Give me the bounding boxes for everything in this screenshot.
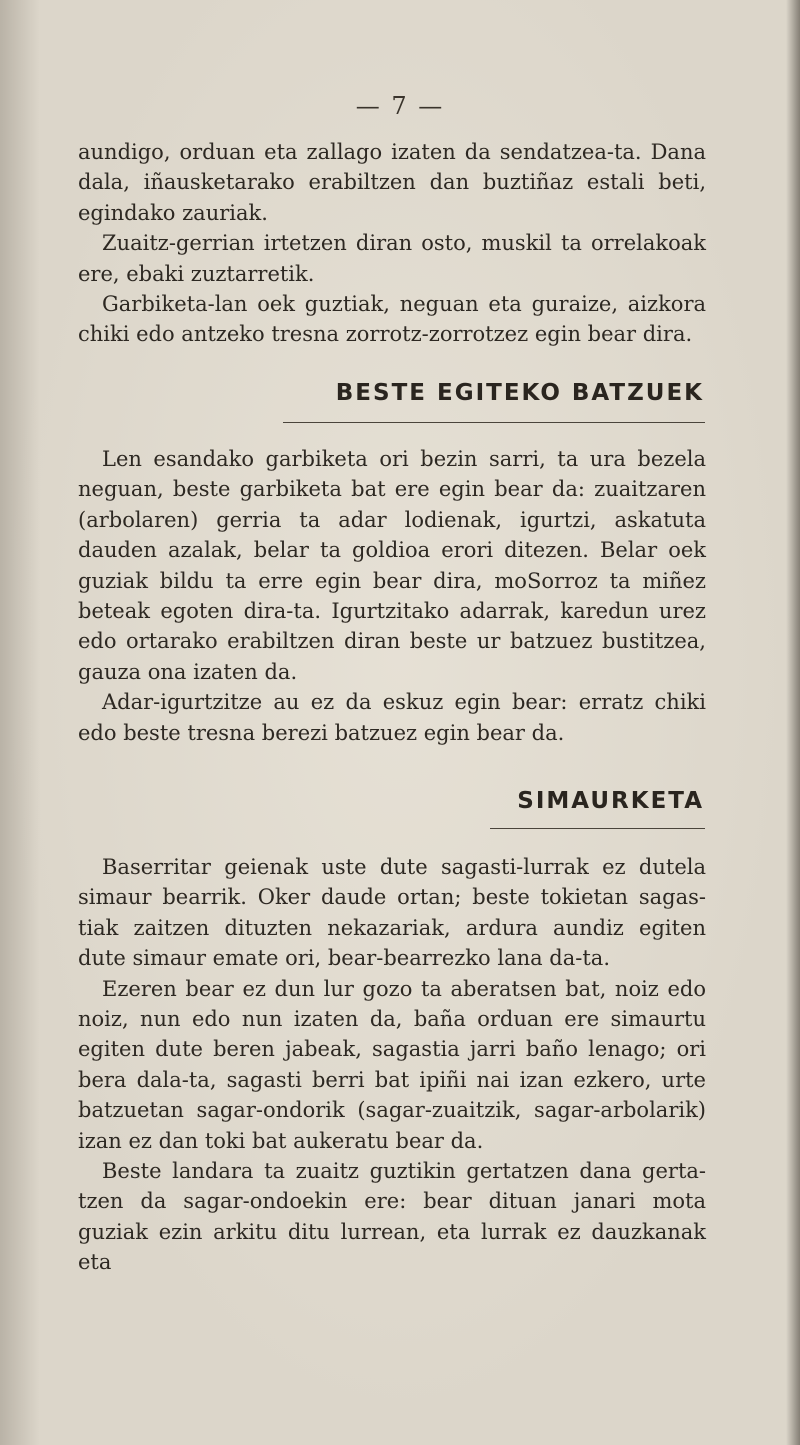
intro-text-block xyxy=(78,137,706,350)
paragraph: Zuaitz-gerrian irtetzen diran osto, muskil ta orrelakoak ere, ebaki zuztarretik. xyxy=(78,231,706,286)
paragraph: Len esandako garbiketa ori bezin sarri, ta ura bezela neguan, beste garbiketa bat ere egin bear da: zuaitzaren (arbolaren) gerria ta adar lodienak, igurtzi, askatuta dauden azalak, belar ta goldioa erori ditezen. Belar oek guziak bildu ta erre egin bear dira, moSorroz ta miñez beteak egoten dira-ta. Igurtzitako adarrak, karedun urez edo ortarako erabiltzen diran beste ur batzuez bustitzea, gauza ona izaten da. xyxy=(78,447,706,684)
paragraph: Beste landara ta zuaitz guztikin gertatzen dana gerta-tzen da sagar-ondoekin ere: bear dituan janari mota guziak ezin arkitu ditu lurrean, eta lurrak ez dauzkanak eta xyxy=(78,1159,706,1275)
heading-underline xyxy=(283,422,705,423)
section-title: BESTE EGITEKO BATZUEK xyxy=(335,380,704,406)
section-heading-beste xyxy=(0,380,800,440)
paragraph: aundigo, orduan eta zallago izaten da sendatzea-ta. Dana dala, iñausketarako erabiltzen dan buztiñaz estali beti, egindako zauriak. xyxy=(78,140,706,225)
paragraph: Garbiketa-lan oek guztiak, neguan eta guraize, aizkora chiki edo antzeko tresna zorrotz-zorrotzez egin bear dira. xyxy=(78,292,706,347)
paragraph: Baserritar geienak uste dute sagasti-lurrak ez dutela simaur bearrik. Oker daude ortan; beste tokietan sagas-tiak zaitzen dituzten nekazariak, ardura aundiz egiten dute simaur emate ori, bear-bearrezko lana da-ta. xyxy=(78,855,706,971)
beste-text-block xyxy=(78,444,706,748)
page-number: — 7 — xyxy=(355,92,445,120)
simaurketa-text-block xyxy=(78,852,706,1278)
section-title: SIMAURKETA xyxy=(517,788,704,814)
section-heading-simaurketa xyxy=(0,788,800,848)
paragraph: Adar-igurtzitze au ez da eskuz egin bear: erratz chiki edo beste tresna berezi batzuez egin bear da. xyxy=(78,690,706,745)
heading-underline xyxy=(490,828,705,829)
paragraph: Ezeren bear ez dun lur gozo ta aberatsen bat, noiz edo noiz, nun edo nun izaten da, baña orduan ere simaurtu egiten dute beren jabeak, sagastia jarri baño lenago; ori bera dala-ta, sagasti berri bat ipiñi nai izan ezkero, urte batzuetan sagar-ondorik (sagar-zuaitzik, sagar-arbolarik) izan ez dan toki bat aukeratu bear da. xyxy=(78,976,706,1153)
